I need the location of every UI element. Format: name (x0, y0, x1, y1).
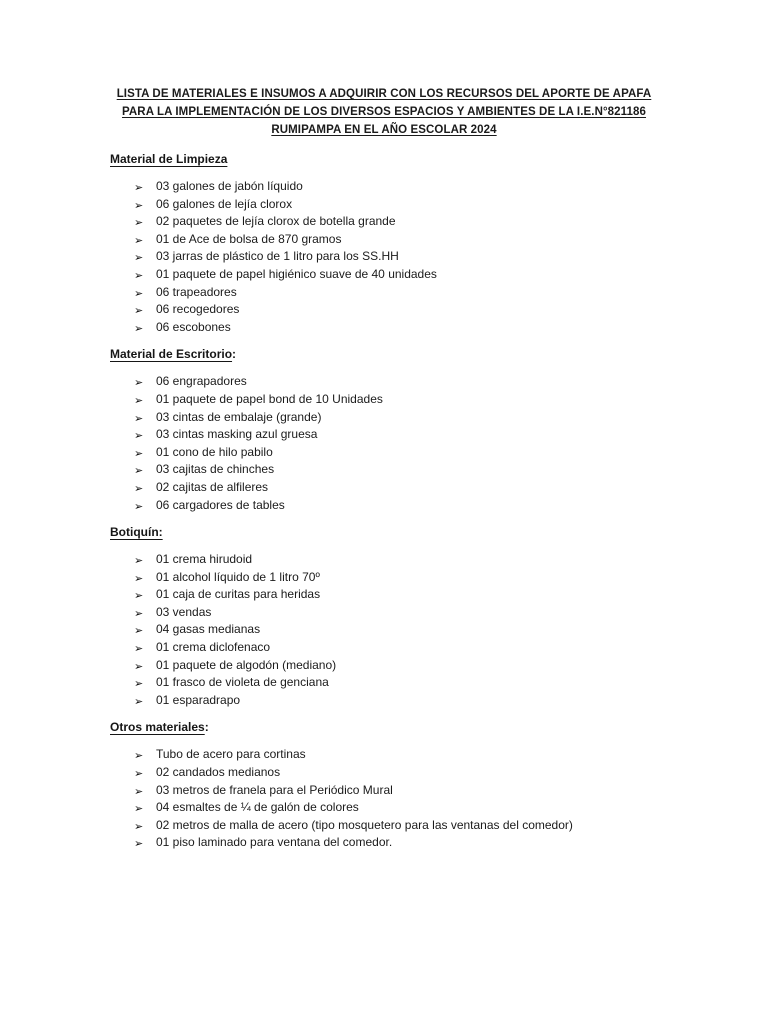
section-heading-text: Botiquín: (110, 525, 163, 540)
list-item (110, 213, 718, 231)
list-item (110, 409, 718, 427)
list-item (110, 178, 718, 196)
item-list (110, 373, 718, 514)
section (110, 347, 718, 514)
section-heading-suffix: : (204, 720, 209, 735)
title-line-2: PARA LA IMPLEMENTACIÓN DE LOS DIVERSOS ESPACIOS Y AMBIENTES DE LA I.E.N°821186 (121, 106, 647, 118)
item-text: 03 metros de franela para el Periódico Mural (156, 782, 393, 797)
arrow-bullet-icon: ➢ (134, 481, 144, 495)
arrow-bullet-icon: ➢ (134, 571, 144, 585)
item-text: 01 alcohol líquido de 1 litro 70º (156, 569, 320, 584)
title-line-1: LISTA DE MATERIALES E INSUMOS A ADQUIRIR CON LOS RECURSOS DEL APORTE DE APAFA (116, 88, 652, 100)
list-item (110, 497, 718, 515)
section-heading (110, 720, 718, 734)
arrow-bullet-icon: ➢ (134, 554, 144, 568)
item-text: 01 paquete de papel bond de 10 Unidades (156, 391, 383, 406)
arrow-bullet-icon: ➢ (134, 304, 144, 318)
list-item (110, 586, 718, 604)
arrow-bullet-icon: ➢ (134, 376, 144, 390)
item-text: Tubo de acero para cortinas (156, 747, 306, 762)
item-text: 01 cono de hilo pabilo (156, 444, 273, 459)
arrow-bullet-icon: ➢ (134, 321, 144, 335)
item-text: 01 frasco de violeta de genciana (156, 675, 329, 690)
list-item (110, 319, 718, 337)
item-text: 06 escobones (156, 319, 231, 334)
section (110, 152, 718, 336)
list-item (110, 569, 718, 587)
arrow-bullet-icon: ➢ (134, 216, 144, 230)
list-item (110, 746, 718, 764)
list-item (110, 284, 718, 302)
item-text: 01 paquete de papel higiénico suave de 40 unidades (156, 266, 437, 281)
section (110, 720, 718, 852)
list-item (110, 604, 718, 622)
item-list (110, 178, 718, 336)
list-item (110, 426, 718, 444)
list-item (110, 621, 718, 639)
item-text: 01 paquete de algodón (mediano) (156, 657, 337, 672)
arrow-bullet-icon: ➢ (134, 198, 144, 212)
item-text: 01 esparadrapo (156, 692, 241, 707)
list-item (110, 196, 718, 214)
arrow-bullet-icon: ➢ (134, 286, 144, 300)
arrow-bullet-icon: ➢ (134, 393, 144, 407)
list-item (110, 782, 718, 800)
section-heading (110, 347, 718, 361)
section-heading-text: Material de Limpieza (110, 152, 228, 166)
arrow-bullet-icon: ➢ (134, 802, 144, 816)
arrow-bullet-icon: ➢ (134, 251, 144, 265)
section-heading-text: Material de Escritorio (110, 347, 233, 362)
arrow-bullet-icon: ➢ (134, 446, 144, 460)
list-item (110, 657, 718, 675)
list-item (110, 817, 718, 835)
item-text: 04 esmaltes de ¼ de galón de colores (156, 800, 359, 815)
list-item (110, 444, 718, 462)
item-text: 06 trapeadores (156, 284, 237, 299)
section-heading-text: Otros materiales (110, 720, 205, 735)
item-text: 01 crema hirudoid (156, 552, 253, 567)
item-text: 02 cajitas de alfileres (156, 479, 269, 494)
document-body (110, 152, 718, 852)
item-text: 06 galones de lejía clorox (156, 196, 293, 211)
arrow-bullet-icon: ➢ (134, 694, 144, 708)
arrow-bullet-icon: ➢ (134, 837, 144, 851)
item-text: 03 cajitas de chinches (156, 462, 275, 477)
arrow-bullet-icon: ➢ (134, 624, 144, 638)
arrow-bullet-icon: ➢ (134, 589, 144, 603)
arrow-bullet-icon: ➢ (134, 767, 144, 781)
item-text: 03 galones de jabón líquido (156, 179, 303, 193)
item-text: 03 vendas (156, 604, 212, 619)
item-text: 03 cintas masking azul gruesa (156, 427, 318, 442)
list-item (110, 692, 718, 710)
item-text: 01 piso laminado para ventana del comedor. (156, 835, 393, 850)
arrow-bullet-icon: ➢ (134, 268, 144, 282)
item-text: 06 cargadores de tables (156, 497, 285, 512)
arrow-bullet-icon: ➢ (134, 429, 144, 443)
section-heading (110, 152, 718, 166)
document-title (0, 85, 768, 139)
arrow-bullet-icon: ➢ (134, 659, 144, 673)
list-item (110, 373, 718, 391)
list-item (110, 764, 718, 782)
arrow-bullet-icon: ➢ (134, 642, 144, 656)
item-text: 01 caja de curitas para heridas (156, 587, 321, 602)
list-item (110, 674, 718, 692)
list-item (110, 639, 718, 657)
section-heading (110, 525, 718, 539)
arrow-bullet-icon: ➢ (134, 819, 144, 833)
item-text: 02 paquetes de lejía clorox de botella grande (156, 214, 396, 229)
list-item (110, 551, 718, 569)
section-heading-suffix: : (232, 347, 237, 362)
arrow-bullet-icon: ➢ (134, 677, 144, 691)
item-text: 04 gasas medianas (156, 622, 261, 637)
arrow-bullet-icon: ➢ (134, 749, 144, 763)
list-item (110, 231, 718, 249)
list-item (110, 799, 718, 817)
item-text: 02 candados medianos (156, 765, 281, 780)
list-item (110, 301, 718, 319)
section (110, 525, 718, 709)
list-item (110, 461, 718, 479)
list-item (110, 266, 718, 284)
item-text: 06 engrapadores (156, 374, 247, 389)
arrow-bullet-icon: ➢ (134, 464, 144, 478)
item-text: 02 metros de malla de acero (tipo mosquetero para las ventanas del comedor) (156, 817, 573, 832)
arrow-bullet-icon: ➢ (134, 181, 144, 194)
arrow-bullet-icon: ➢ (134, 233, 144, 247)
item-text: 03 jarras de plástico de 1 litro para los SS.HH (156, 249, 399, 264)
item-list (110, 746, 718, 852)
list-item (110, 391, 718, 409)
arrow-bullet-icon: ➢ (134, 499, 144, 513)
arrow-bullet-icon: ➢ (134, 606, 144, 620)
title-line-3: RUMIPAMPA EN EL AÑO ESCOLAR 2024 (271, 124, 497, 136)
list-item (110, 248, 718, 266)
item-list (110, 551, 718, 709)
item-text: 01 de Ace de bolsa de 870 gramos (156, 231, 342, 246)
item-text: 06 recogedores (156, 302, 240, 317)
list-item (110, 479, 718, 497)
arrow-bullet-icon: ➢ (134, 411, 144, 425)
item-text: 01 crema diclofenaco (156, 640, 271, 655)
arrow-bullet-icon: ➢ (134, 784, 144, 798)
list-item (110, 834, 718, 852)
item-text: 03 cintas de embalaje (grande) (156, 409, 322, 424)
